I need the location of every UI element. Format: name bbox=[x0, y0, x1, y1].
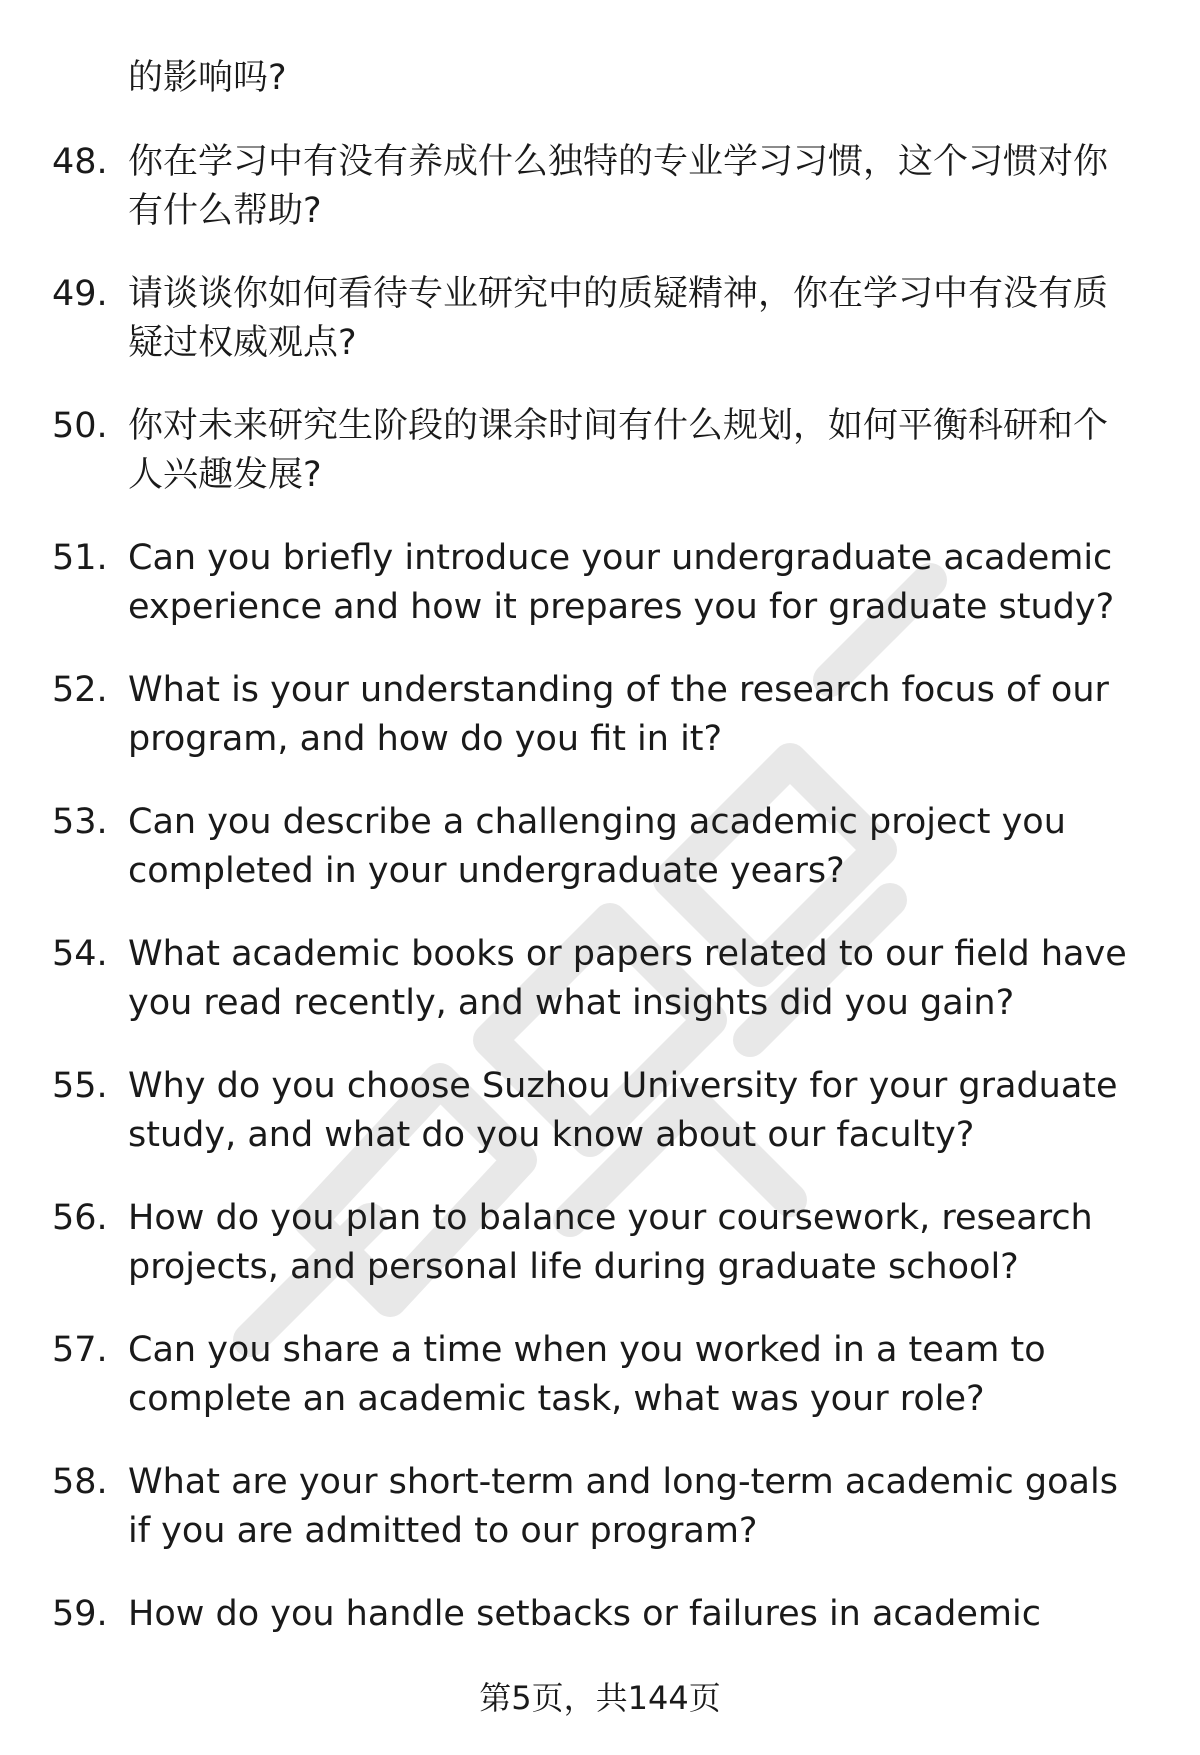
question-number: 51. bbox=[52, 538, 108, 578]
question-number: 49. bbox=[52, 274, 108, 314]
question-list bbox=[0, 138, 1200, 1722]
question-item bbox=[0, 666, 1200, 764]
question-number: 58. bbox=[52, 1462, 108, 1502]
question-item bbox=[0, 1062, 1200, 1160]
question-number: 48. bbox=[52, 142, 108, 182]
question-item bbox=[0, 138, 1200, 236]
question-text: 请谈谈你如何看待专业研究中的质疑精神，你在学习中有没有质疑过权威观点? bbox=[128, 274, 1109, 363]
question-text: 你对未来研究生阶段的课余时间有什么规划，如何平衡科研和个人兴趣发展? bbox=[128, 406, 1109, 495]
question-item bbox=[0, 402, 1200, 500]
question-number: 54. bbox=[52, 934, 108, 974]
question-number: 50. bbox=[52, 406, 108, 446]
question-number: 55. bbox=[52, 1066, 108, 1106]
page-footer: 第5页，共144页 bbox=[479, 1679, 721, 1717]
question-item bbox=[0, 1458, 1200, 1556]
question-text: What is your understanding of the research focus of our program, and how do you fit in it? bbox=[128, 670, 1109, 759]
question-item bbox=[0, 270, 1200, 368]
question-item bbox=[0, 1326, 1200, 1424]
question-text: Can you describe a challenging academic project you completed in your undergraduate years? bbox=[128, 802, 1066, 891]
question-item bbox=[0, 798, 1200, 896]
question-text: What academic books or papers related to our field have you read recently, and what insights did you gain? bbox=[128, 934, 1127, 1023]
question-item bbox=[0, 534, 1200, 632]
question-number: 57. bbox=[52, 1330, 108, 1370]
question-item bbox=[0, 930, 1200, 1028]
question-text: Can you briefly introduce your undergraduate academic experience and how it prepares you for graduate study? bbox=[128, 538, 1115, 627]
question-item bbox=[0, 1194, 1200, 1292]
question-item bbox=[0, 1590, 1200, 1688]
question-number: 59. bbox=[52, 1594, 108, 1634]
question-number: 56. bbox=[52, 1198, 108, 1238]
question-text: Can you share a time when you worked in a team to complete an academic task, what was your role? bbox=[128, 1330, 1046, 1419]
continued-question-text: 的影响吗? bbox=[128, 58, 287, 98]
question-text: What are your short-term and long-term academic goals if you are admitted to our program? bbox=[128, 1462, 1118, 1551]
question-text: How do you plan to balance your coursework, research projects, and personal life during graduate school? bbox=[128, 1198, 1093, 1287]
question-text: How do you handle setbacks or failures in academic bbox=[128, 1594, 1041, 1634]
question-number: 52. bbox=[52, 670, 108, 710]
question-text: 你在学习中有没有养成什么独特的专业学习习惯，这个习惯对你有什么帮助? bbox=[128, 142, 1109, 231]
question-number: 53. bbox=[52, 802, 108, 842]
question-text: Why do you choose Suzhou University for your graduate study, and what do you know about our faculty? bbox=[128, 1066, 1118, 1155]
